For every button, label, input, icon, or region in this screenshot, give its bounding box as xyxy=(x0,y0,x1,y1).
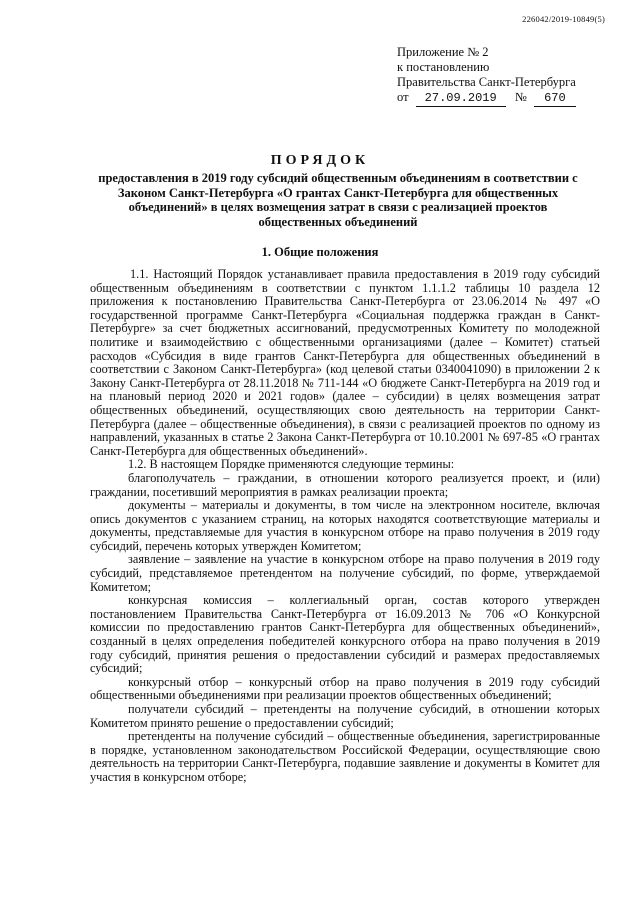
term-documents: документы – материалы и документы, в том числе на электронном носителе, включая опись документов с указанием страниц, на которых находятся соответствующие материалы и документы, представляемые для участия в конкурсном отборе на право получения в 2019 году субсидий, перечень которых утвержден Комитетом; xyxy=(90,498,600,553)
term-applicants: претенденты на получение субсидий – общественные объединения, зарегистрированные в порядке, установленном законодательством Российской Федерации, осуществляющие свою деятельность на территории Санкт-Петербурга, подавшие заявление и документы в Комитет для участия в конкурсном отборе; xyxy=(90,729,600,784)
date-prefix: от xyxy=(397,90,409,104)
document-number: 226042/2019-10849(5) xyxy=(522,14,605,24)
term-competitive-selection: конкурсный отбор – конкурсный отбор на право получения в 2019 году субсидий общественными объединениями при реализации проектов общественных объединений; xyxy=(90,674,600,703)
number-prefix: № xyxy=(514,90,527,104)
appendix-line-1: Приложение № 2 xyxy=(397,45,489,59)
appendix-block xyxy=(397,45,576,107)
appendix-date-line xyxy=(397,90,576,107)
term-application: заявление – заявление на участие в конкурсном отборе на право получения в 2019 году субсидий, представляемое претендентом на получение субсидий, по форме, утверждаемой Комитетом; xyxy=(90,552,600,594)
section-body xyxy=(90,268,600,785)
paragraph-1-2: 1.2. В настоящем Порядке применяются следующие термины: xyxy=(128,457,455,472)
appendix-line-2: к постановлению xyxy=(397,60,490,74)
paragraph-1-1: 1.1. Настоящий Порядок устанавливает правила предоставления в 2019 году субсидий общественным объединениям в соответствии с пунктом 1.1.1.2 таблицы 10 раздела 12 приложения к постановлению Правительства Санкт-Петербурга от 23.06.2014 № 497 «О государственной программе Санкт-Петербурга «Социальная поддержка граждан в Санкт-Петербурге» за счет бюджетных ассигнований, предусмотренных Комитету по молодежной политике и взаимодействию с общественными организациями (далее – Комитет) статьей расходов «Субсидия в виде грантов Санкт-Петербурга для общественных объединений в соответствии с Законом Санкт-Петербурга» (код целевой статьи 0340041090) в приложении 2 к Закону Санкт-Петербурга от 28.11.2018 № 711-144 «О бюджете Санкт-Петербурга на 2019 год и на плановый период 2020 и 2021 годов» (далее – субсидии) в целях возмещения затрат общественных объединений, осуществляющих свою деятельность на территории Санкт-Петербурга (далее – общественные объединения), в связи с реализацией проектов по одному из направлений, указанных в статье 2 Закона Санкт-Петербурга от 10.10.2001 № 697-85 «О грантах Санкт-Петербурга для общественных объединений». xyxy=(90,267,600,458)
resolution-date: 27.09.2019 xyxy=(416,91,506,107)
resolution-number: 670 xyxy=(534,91,576,107)
document-title: ПОРЯДОК xyxy=(270,153,370,168)
term-commission: конкурсная комиссия – коллегиальный орган, состав которого утвержден постановлением Правительства Санкт-Петербурга от 16.09.2013 № 706 «О Конкурсной комиссии по предоставлению грантов Санкт-Петербурга для общественных объединений», созданный в целях определения победителей конкурсного отбора на право получения в 2019 году субсидий, принятия решения о предоставлении субсидий и размерах предоставляемых субсидий; xyxy=(90,593,600,676)
document-subtitle: предоставления в 2019 году субсидий общественным объединениям в соответствии с Законом Санкт-Петербурга «О грантах Санкт-Петербурга для общественных объединений» в целях возмещения затрат в связи с реализацией проектов общественных объединений xyxy=(98,171,578,229)
term-recipients: получатели субсидий – претенденты на получение субсидий, в отношении которых Комитетом принято решение о предоставлении субсидий; xyxy=(90,702,600,730)
term-beneficiary: благополучатель – граждании, в отношении которого реализуется проект, и (или) граждании, посетивший мероприятия в рамках реализации проекта; xyxy=(90,470,600,499)
appendix-line-3: Правительства Санкт-Петербурга xyxy=(397,75,576,89)
section-heading: 1. Общие положения xyxy=(261,245,379,259)
